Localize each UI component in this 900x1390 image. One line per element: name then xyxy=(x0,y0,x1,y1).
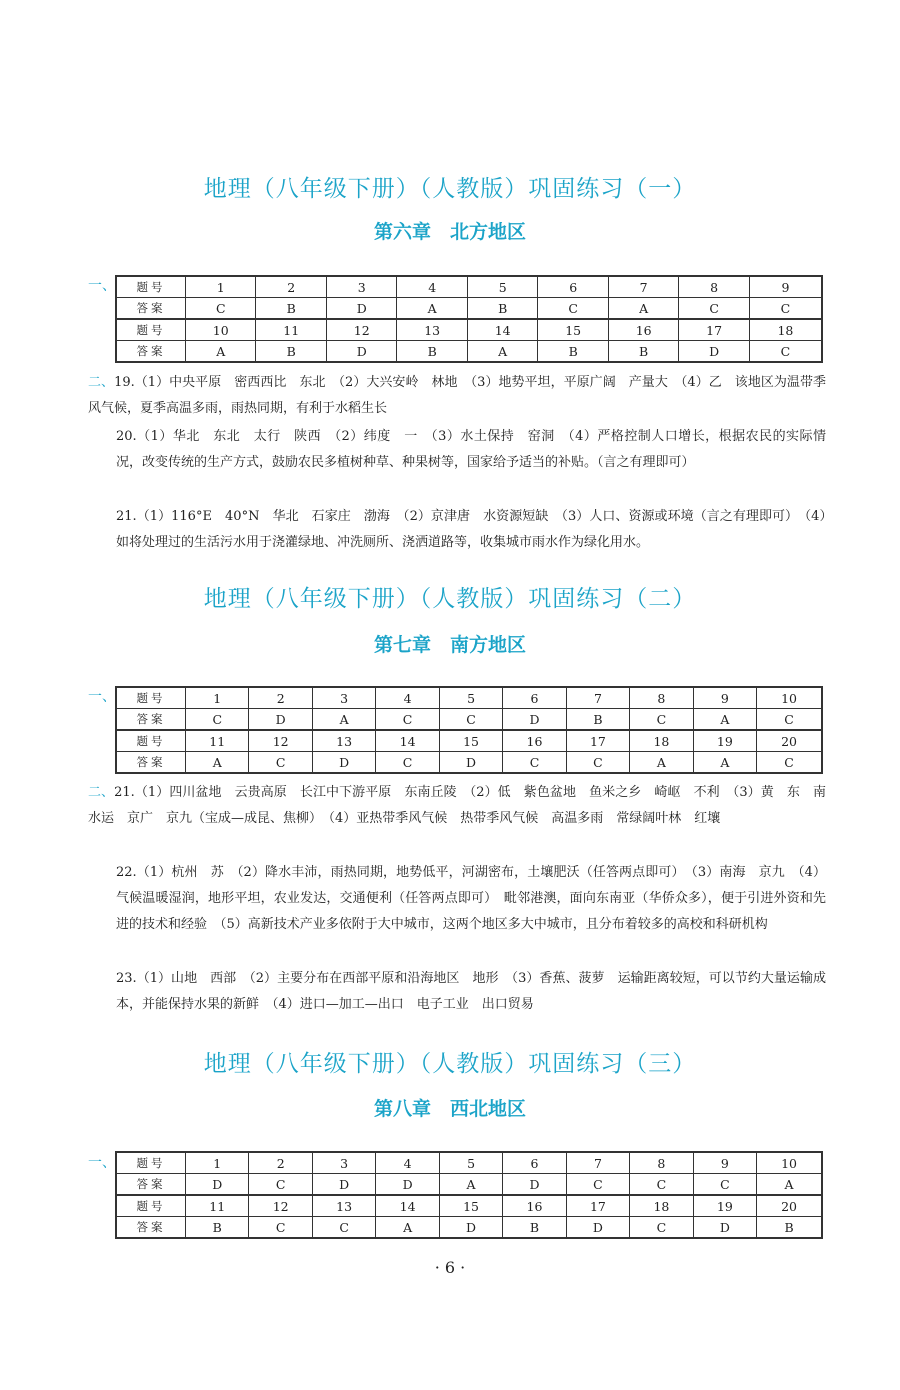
answer-cell: C xyxy=(679,298,749,320)
section-2-question-23: 23.（1）山地 西部 （2）主要分布在西部平原和沿海地区 地形 （3）香蕉、菠萝 运输距离较短，可以节约大量运输成本，并能保持水果的新鲜 （4）进口—加工—出口 电子工业 出口贸易 xyxy=(116,971,826,1012)
section-2-title: 地理（八年级下册）（人教版）巩固练习（二） xyxy=(203,586,697,612)
answer-cell: D xyxy=(186,1174,249,1196)
question-number-cell: 6 xyxy=(503,1152,566,1174)
question-number-cell: 15 xyxy=(439,730,502,752)
question-number-cell: 7 xyxy=(566,687,629,709)
answer-cell: C xyxy=(439,709,502,731)
table-row-answers xyxy=(116,752,822,774)
answer-cell: A xyxy=(397,298,467,320)
section-3-title: 地理（八年级下册）（人教版）巩固练习（三） xyxy=(203,1051,697,1077)
question-number-cell: 7 xyxy=(566,1152,629,1174)
answer-cell: C xyxy=(249,1217,312,1239)
answer-cell: C xyxy=(749,298,822,320)
answer-cell: C xyxy=(566,1174,629,1196)
table-row-answers xyxy=(116,1217,822,1239)
question-number-cell: 11 xyxy=(256,319,326,341)
answer-cell: C xyxy=(186,298,256,320)
question-number-cell: 13 xyxy=(312,730,375,752)
question-number-cell: 2 xyxy=(256,276,326,298)
answer-cell: C xyxy=(630,1174,693,1196)
question-number-cell: 8 xyxy=(630,687,693,709)
answer-cell: D xyxy=(439,1217,502,1239)
question-number-cell: 9 xyxy=(749,276,822,298)
row-label-answer: 答案 xyxy=(116,709,186,731)
answer-cell: B xyxy=(256,298,326,320)
question-number-cell: 10 xyxy=(757,1152,822,1174)
question-number-cell: 11 xyxy=(186,1195,249,1217)
question-number-cell: 8 xyxy=(679,276,749,298)
answer-cell: C xyxy=(693,1174,756,1196)
table-row-numbers xyxy=(116,319,822,341)
answer-cell: C xyxy=(757,752,822,774)
answer-cell: B xyxy=(538,341,608,363)
answer-cell: D xyxy=(326,341,396,363)
question-number-cell: 3 xyxy=(312,687,375,709)
question-number-cell: 10 xyxy=(186,319,256,341)
answer-cell: A xyxy=(312,709,375,731)
question-number-cell: 18 xyxy=(630,1195,693,1217)
question-number-cell: 18 xyxy=(630,730,693,752)
answer-cell: D xyxy=(376,1174,439,1196)
question-number-cell: 2 xyxy=(249,687,312,709)
section-3-part1-mark: 一、 xyxy=(88,1155,116,1171)
row-label-answer: 答案 xyxy=(116,752,186,774)
answer-cell: B xyxy=(397,341,467,363)
row-label-answer: 答案 xyxy=(116,298,186,320)
answer-cell: A xyxy=(186,752,249,774)
table-row-answers xyxy=(116,298,822,320)
question-number-cell: 20 xyxy=(757,1195,822,1217)
answer-cell: C xyxy=(757,709,822,731)
answer-cell: D xyxy=(503,1174,566,1196)
question-number-cell: 12 xyxy=(249,1195,312,1217)
section-2-answer-table xyxy=(115,686,823,774)
question-number-cell: 4 xyxy=(376,1152,439,1174)
row-label-question-number: 题号 xyxy=(116,687,186,709)
question-number-cell: 9 xyxy=(693,1152,756,1174)
answer-cell: B xyxy=(503,1217,566,1239)
question-number-cell: 13 xyxy=(312,1195,375,1217)
answer-cell: C xyxy=(249,752,312,774)
answer-cell: D xyxy=(679,341,749,363)
question-number-cell: 11 xyxy=(186,730,249,752)
section-1-title: 地理（八年级下册）（人教版）巩固练习（一） xyxy=(203,176,697,202)
section-1-question-20: 20.（1）华北 东北 太行 陕西 （2）纬度 一 （3）水土保持 窑洞 （4）严格控制人口增长，根据农民的实际情况，改变传统的生产方式，鼓励农民多植树种草、种果树等，国家给予适当的补贴。（言之有理即可） xyxy=(116,429,826,470)
question-number-cell: 12 xyxy=(326,319,396,341)
section-1-part2-mark: 二、 xyxy=(88,375,115,390)
answer-cell: B xyxy=(256,341,326,363)
question-number-cell: 5 xyxy=(439,687,502,709)
answer-cell: D xyxy=(503,709,566,731)
row-label-answer: 答案 xyxy=(116,341,186,363)
row-label-question-number: 题号 xyxy=(116,730,186,752)
question-number-cell: 14 xyxy=(376,730,439,752)
answer-cell: C xyxy=(749,341,822,363)
answer-cell: C xyxy=(376,709,439,731)
row-label-answer: 答案 xyxy=(116,1217,186,1239)
answer-cell: A xyxy=(757,1174,822,1196)
answer-cell: D xyxy=(312,752,375,774)
question-number-cell: 1 xyxy=(186,276,256,298)
row-label-question-number: 题号 xyxy=(116,1195,186,1217)
answer-cell: C xyxy=(503,752,566,774)
answer-cell: A xyxy=(186,341,256,363)
question-number-cell: 17 xyxy=(679,319,749,341)
question-number-cell: 14 xyxy=(467,319,537,341)
answer-cell: B xyxy=(757,1217,822,1239)
table-row-numbers xyxy=(116,1195,822,1217)
row-label-question-number: 题号 xyxy=(116,276,186,298)
answer-cell: C xyxy=(249,1174,312,1196)
answer-cell: D xyxy=(566,1217,629,1239)
answer-cell: C xyxy=(630,709,693,731)
answer-cell: A xyxy=(693,709,756,731)
section-1-question-19: 二、19.（1）中央平原 密西西比 东北 （2）大兴安岭 林地 （3）地势平坦，平原广阔 产量大 （4）乙 该地区为温带季风气候，夏季高温多雨，雨热同期，有利于水稻生长 xyxy=(88,375,826,416)
table-row-numbers xyxy=(116,1152,822,1174)
row-label-question-number: 题号 xyxy=(116,1152,186,1174)
answer-cell: C xyxy=(538,298,608,320)
question-number-cell: 13 xyxy=(397,319,467,341)
page-number: · 6 · xyxy=(434,1258,466,1277)
section-2-question-21: 二、21.（1）四川盆地 云贵高原 长江中下游平原 东南丘陵 （2）低 紫色盆地 鱼米之乡 崎岖 不利 （3）黄 东 南 水运 京广 京九（宝成—成昆、焦柳） （4）亚热带季风气候 热带季风气候 高温多雨 常绿阔叶林 红壤 xyxy=(88,785,839,826)
answer-cell: A xyxy=(608,298,678,320)
question-number-cell: 16 xyxy=(608,319,678,341)
answer-cell: A xyxy=(439,1174,502,1196)
answer-cell: D xyxy=(326,298,396,320)
answer-cell: A xyxy=(630,752,693,774)
row-label-question-number: 题号 xyxy=(116,319,186,341)
table-row-answers xyxy=(116,709,822,731)
section-1-question-21: 21.（1）116°E 40°N 华北 石家庄 渤海 （2）京津唐 水资源短缺 （3）人口、资源或环境（言之有理即可） （4）如将处理过的生活污水用于浇灌绿地、冲洗厕所、浇洒道路等，收集城市雨水作为绿化用水。 xyxy=(116,509,826,550)
section-1-part1-mark: 一、 xyxy=(88,278,116,294)
answer-cell: A xyxy=(467,341,537,363)
question-number-cell: 8 xyxy=(630,1152,693,1174)
section-3-chapter: 第八章 西北地区 xyxy=(373,1098,526,1120)
question-number-cell: 17 xyxy=(566,730,629,752)
row-label-answer: 答案 xyxy=(116,1174,186,1196)
question-number-cell: 2 xyxy=(249,1152,312,1174)
question-number-cell: 19 xyxy=(693,730,756,752)
section-3-answer-table xyxy=(115,1151,823,1239)
table-row-numbers xyxy=(116,276,822,298)
section-1-answer-table xyxy=(115,275,823,363)
question-number-cell: 6 xyxy=(503,687,566,709)
question-number-cell: 19 xyxy=(693,1195,756,1217)
answer-cell: B xyxy=(608,341,678,363)
question-number-cell: 16 xyxy=(503,1195,566,1217)
answer-cell: A xyxy=(376,1217,439,1239)
question-number-cell: 3 xyxy=(326,276,396,298)
table-row-numbers xyxy=(116,687,822,709)
section-2-part2-mark: 二、 xyxy=(88,785,115,800)
section-1-chapter: 第六章 北方地区 xyxy=(373,221,526,243)
table-row-answers xyxy=(116,341,822,363)
question-number-cell: 5 xyxy=(467,276,537,298)
question-number-cell: 9 xyxy=(693,687,756,709)
answer-cell: B xyxy=(467,298,537,320)
question-number-cell: 4 xyxy=(376,687,439,709)
table-row-numbers xyxy=(116,730,822,752)
question-number-cell: 18 xyxy=(749,319,822,341)
answer-cell: C xyxy=(630,1217,693,1239)
question-number-cell: 1 xyxy=(186,1152,249,1174)
answer-cell: B xyxy=(186,1217,249,1239)
question-number-cell: 1 xyxy=(186,687,249,709)
answer-cell: C xyxy=(376,752,439,774)
answer-cell: D xyxy=(439,752,502,774)
answer-cell: D xyxy=(249,709,312,731)
question-number-cell: 16 xyxy=(503,730,566,752)
question-number-cell: 7 xyxy=(608,276,678,298)
table-row-answers xyxy=(116,1174,822,1196)
question-number-cell: 6 xyxy=(538,276,608,298)
section-2-question-22: 22.（1）杭州 苏 （2）降水丰沛，雨热同期，地势低平，河湖密布，土壤肥沃（任答两点即可） （3）南海 京九 （4）气候温暖湿润，地形平坦，农业发达，交通便利（任答两点即可） 毗邻港澳，面向东南亚（华侨众多），便于引进外资和先进的技术和经验 （5）高新技术产业多依附于大中城市，这两个地区多大中城市，且分布着较多的高校和科研机构 xyxy=(116,865,826,932)
answer-cell: A xyxy=(693,752,756,774)
answer-cell: B xyxy=(566,709,629,731)
answer-cell: D xyxy=(312,1174,375,1196)
question-number-cell: 17 xyxy=(566,1195,629,1217)
question-number-cell: 5 xyxy=(439,1152,502,1174)
question-number-cell: 14 xyxy=(376,1195,439,1217)
question-number-cell: 15 xyxy=(538,319,608,341)
question-number-cell: 20 xyxy=(757,730,822,752)
question-number-cell: 12 xyxy=(249,730,312,752)
answer-cell: C xyxy=(186,709,249,731)
question-number-cell: 3 xyxy=(312,1152,375,1174)
question-number-cell: 4 xyxy=(397,276,467,298)
question-number-cell: 15 xyxy=(439,1195,502,1217)
answer-cell: D xyxy=(693,1217,756,1239)
section-2-part1-mark: 一、 xyxy=(88,689,116,705)
answer-cell: C xyxy=(312,1217,375,1239)
section-2-chapter: 第七章 南方地区 xyxy=(373,634,526,656)
question-number-cell: 10 xyxy=(757,687,822,709)
answer-cell: C xyxy=(566,752,629,774)
